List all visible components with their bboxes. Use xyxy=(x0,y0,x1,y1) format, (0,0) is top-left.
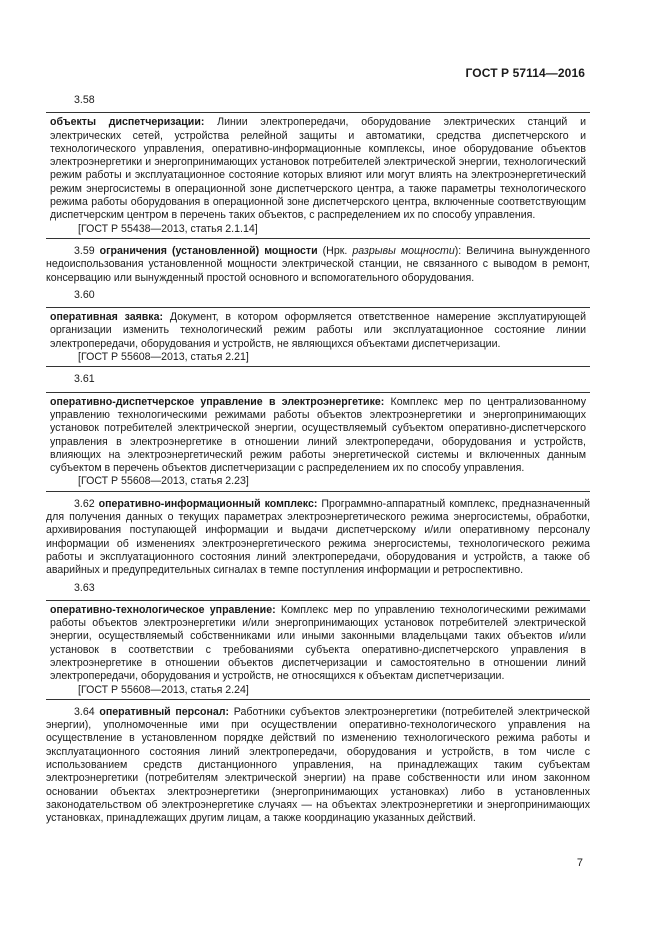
definition-paragraph xyxy=(46,245,590,285)
definition: ): Величина вынужденного недоиспользования установленной мощности электрической станции, не связанного с выводом в ремонт, консервацию или вынужденный простой основного и вспомогательного оборудования. xyxy=(46,244,590,284)
definition-text xyxy=(50,604,586,684)
deprecated-term: разрывы мощности xyxy=(352,244,455,257)
definition-box xyxy=(46,307,590,367)
page-number: 7 xyxy=(576,857,583,869)
item-number: 3.64 xyxy=(74,705,95,718)
document-header: ГОСТ Р 57114—2016 xyxy=(465,66,585,80)
definition-paragraph xyxy=(46,706,590,826)
definition-box xyxy=(46,112,590,239)
definition: Линии электропередачи, оборудование электрических станций и электрических сетей, устройства релейной защиты и автоматики, средства диспетчерского и технологического управления, оперативно-информационные комплексы, иное оборудование объектов электроэнергетики и энергопринимающих установок потребителей электрической энергии, технологический режим работы и эксплуатационное состояние которых влияют или могут влиять на электроэнергетический режим энергосистемы в операционной зоне диспетчерского центра, а также параметры технологического режима работы оборудования в операционной зоне диспетчерского центра, включенные соответствующим диспетчерским центром в перечень таких объектов, с распределением их по способу управления. xyxy=(50,116,586,222)
definition: Комплекс мер по централизованному управлению технологическими режимами работы объектов электроэнергетики и энергопринимающих установок потребителей электрической энергии, осуществляемый субъектом оперативно-диспетчерского управления в электроэнергетике в отношении линий электропередачи, оборудования и устройств, влияющих на электроэнергетический режим работы энергетической системы и включенных данным субъектом в перечень объектов диспетчеризации с распределением их по способу управления. xyxy=(50,395,586,475)
definition-text xyxy=(50,396,586,476)
term: ограничения (установленной) мощности xyxy=(99,244,318,257)
term: оперативная заявка: xyxy=(50,311,164,324)
definition: Работники субъектов электроэнергетики (потребителей электрической энергии), уполномоченные ими при осуществлении оперативно-технологического управления на осуществление в установленном порядке действий по изменению технологического режима работы и эксплуатационного состояния линий электропередачи, оборудования и устройств, в том числе с использованием средств дистанционного управления, на принадлежащих таким субъектам электроэнергетики (потребителям электрической энергии) на праве собственности или ином законном основании объектах электроэнергетики (энергопринимающих установках) либо в установленных законодательством об электроэнергетике случаях — на объектах электроэнергетики и энергопринимающих установках, принадлежащих другим лицам, а также координацию указанных действий. xyxy=(46,705,590,825)
source-reference: [ГОСТ Р 55608—2013, статья 2.23] xyxy=(78,475,249,488)
definition-paragraph xyxy=(46,498,590,578)
definition-box xyxy=(46,600,590,700)
item-number: 3.58 xyxy=(74,94,95,106)
item-number: 3.60 xyxy=(74,288,95,301)
item-number: 3.63 xyxy=(74,581,95,594)
definition: Комплекс мер по управлению технологическими режимами работы объектов электроэнергетики и/или энергопринимающих установок потребителей электрической энергии, осуществляемый собственниками или иными законными владельцами таких объектов и/или установок в соответствии с требованиями субъекта оперативно-диспетчерского управления в электроэнергетике в отношении объектов диспетчеризации и самостоятельно в отношении линий электропередачи, оборудования и устройств, не относящихся к объектам диспетчеризации. xyxy=(50,603,586,683)
term: оперативно-информационный комплекс: xyxy=(98,497,318,510)
term: объекты диспетчеризации: xyxy=(50,116,205,129)
term: оперативно-диспетчерское управление в электроэнергетике: xyxy=(50,395,385,408)
alt-open: (Нрк. xyxy=(317,244,353,257)
term: оперативно-технологическое управление: xyxy=(50,603,276,616)
definition-box xyxy=(46,392,590,492)
item-number: 3.59 xyxy=(74,244,95,257)
definition: Документ, в котором оформляется ответственное намерение эксплуатирующей организации изменить технологический режим работы или эксплуатационное состояние линии электропередачи, оборудования и устройств, не являющихся объектами диспетчеризации. xyxy=(50,311,586,350)
document-body xyxy=(46,92,590,830)
item-number: 3.61 xyxy=(74,373,95,386)
item-number: 3.62 xyxy=(74,497,95,510)
source-reference: [ГОСТ Р 55608—2013, статья 2.21] xyxy=(78,351,249,364)
definition: Программно-аппаратный комплекс, предназначенный для получения данных о текущих параметрах электроэнергетического режима энергосистемы, обработки, архивирования поступающей информации и выдачи диспетчерскому и/или оперативному персоналу информации об изменениях электроэнергетического режима энергосистемы, технологического режима работы и эксплуатационного состояния линий электропередачи, оборудования и устройств, а также об аварийных и предупредительных сигналах в темпе поступления информации и ретроспективно. xyxy=(46,497,590,577)
source-reference: [ГОСТ Р 55438—2013, статья 2.1.14] xyxy=(78,222,258,235)
source-reference: [ГОСТ Р 55608—2013, статья 2.24] xyxy=(78,683,249,696)
definition-text xyxy=(50,116,586,222)
term: оперативный персонал: xyxy=(99,705,230,718)
definition-text xyxy=(50,311,586,351)
